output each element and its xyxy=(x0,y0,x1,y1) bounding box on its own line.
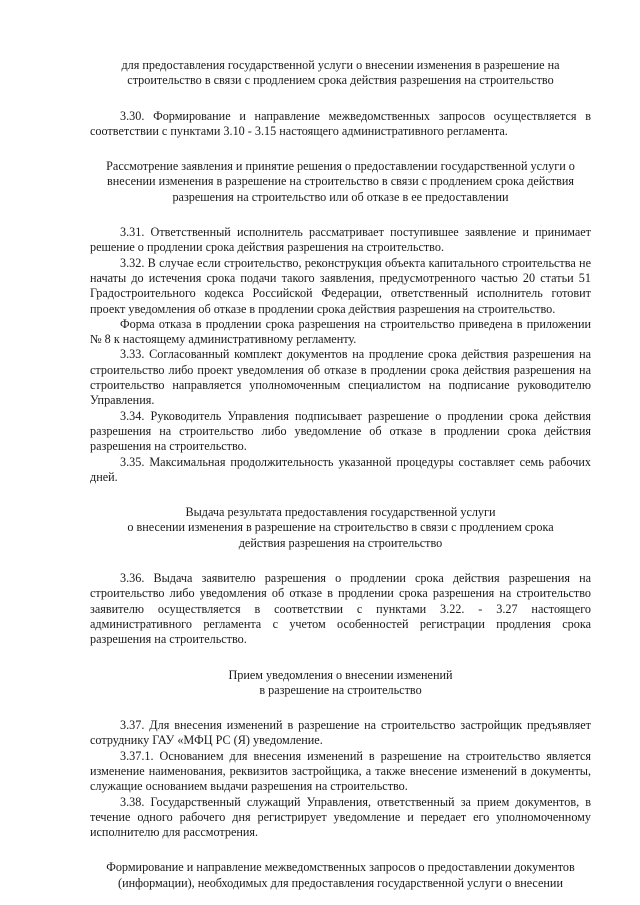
heading-line: Рассмотрение заявления и принятие решения о предоставлении государственной услуги о xyxy=(106,159,575,174)
paragraph-3-32: 3.32. В случае если строительство, реконструкция объекта капитального строительства не начаты до истечения срока подачи такого заявления, предусмотренного частью 20 статьи 51 Градостроительного кодекса Российской Федерации, ответственный исполнитель готовит проект уведомления об отказе в продлении срока действия разрешения на строительство. xyxy=(90,255,591,316)
paragraph-3-37-1: 3.37.1. Основанием для внесения изменений в разрешение на строительство является изменение наименования, реквизитов застройщика, а также внесение изменений в документы, служащие основанием выдачи разрешения на строительство. xyxy=(90,748,591,794)
paragraph-3-33: 3.33. Согласованный комплект документов на продление срока действия разрешения на строительство либо проект уведомления об отказе в продлении срока действия разрешения на строительство направляется уполномоченным специалистом на подписание руководителю Управления. xyxy=(90,347,591,408)
paragraph-3-38: 3.38. Государственный служащий Управления, ответственный за прием документов, в течение одного рабочего дня регистрирует уведомление и передает его уполномоченному исполнителю для рассмотрения. xyxy=(90,794,591,840)
paragraph-refusal-form: Форма отказа в продлении срока разрешения на строительство приведена в приложении № 8 к настоящему административному регламенту. xyxy=(90,316,591,347)
paragraph-3-31: 3.31. Ответственный исполнитель рассматривает поступившее заявление и принимает решение о продлении срока действия разрешения на строительство. xyxy=(90,225,591,255)
top-heading-line-1: для предоставления государственной услуги о внесении изменения в разрешение на xyxy=(121,58,560,72)
heading-line: Выдача результата предоставления государственной услуги xyxy=(185,505,496,520)
section-heading-review xyxy=(90,159,591,205)
heading-line: в разрешение на строительство xyxy=(259,682,422,697)
heading-line: (информации), необходимых для предоставления государственной услуги о внесении xyxy=(118,875,563,890)
heading-line: Формирование и направление межведомственных запросов о предоставлении документов xyxy=(106,860,575,875)
paragraph-3-30: 3.30. Формирование и направление межведомственных запросов осуществляется в соответствии с пунктами 3.10 - 3.15 настоящего административного регламента. xyxy=(90,108,591,138)
heading-line: внесении изменения в разрешение на строительство в связи с продлением срока действия xyxy=(107,174,574,189)
section-heading-issuance xyxy=(90,505,591,551)
heading-line: разрешения на строительство или об отказе в ее предоставлении xyxy=(172,189,509,204)
section-heading-requests xyxy=(90,860,591,891)
paragraph-3-36: 3.36. Выдача заявителю разрешения о продлении срока действия разрешения на строительство либо уведомления об отказе в продлении срока разрешения на строительство заявителю осуществляется в соответствии с пунктами 3.22. - 3.27 настоящего административного регламента с учетом особенностей регистрации продления срока разрешения на строительство. xyxy=(90,571,591,647)
paragraph-3-37: 3.37. Для внесения изменений в разрешение на строительство застройщик предъявляет сотруднику ГАУ «МФЦ РС (Я) уведомление. xyxy=(90,718,591,748)
top-heading-line-2: строительство в связи с продлением срока действия разрешения на строительство xyxy=(127,73,554,88)
heading-line: Прием уведомления о внесении изменений xyxy=(228,667,453,682)
paragraph-3-35: 3.35. Максимальная продолжительность указанной процедуры составляет семь рабочих дней. xyxy=(90,454,591,484)
section-heading-notification xyxy=(90,668,591,699)
heading-line: действия разрешения на строительство xyxy=(238,535,443,550)
paragraph-3-34: 3.34. Руководитель Управления подписывает разрешение о продлении срока действия разрешения на строительство либо уведомление об отказе в продлении срока действия разрешения на строительство. xyxy=(90,408,591,454)
heading-line: о внесении изменения в разрешение на строительство в связи с продлением срока xyxy=(127,520,554,535)
